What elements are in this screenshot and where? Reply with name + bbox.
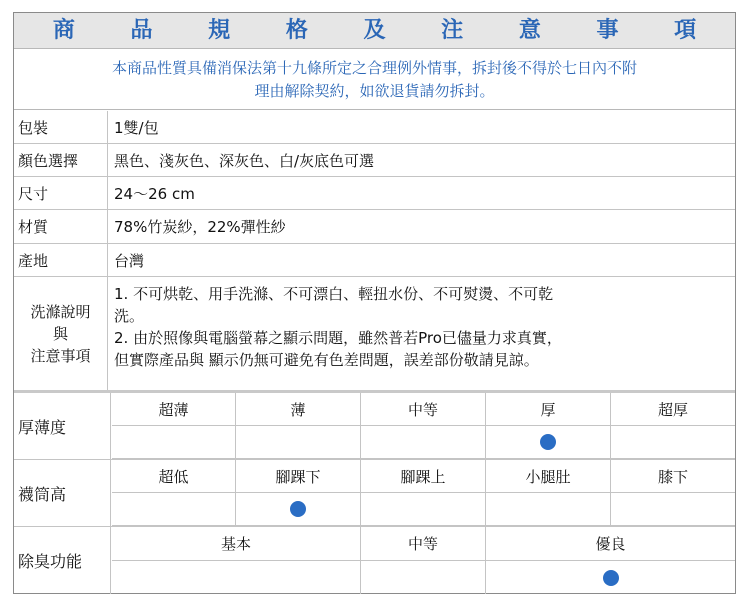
return-notice — [14, 50, 735, 110]
deodorize-mark-cell — [112, 561, 361, 594]
thickness-option: 超厚 — [611, 393, 735, 426]
deodorize-mark-cell — [486, 561, 735, 594]
wash-label-line: 注意事項 — [30, 346, 91, 365]
sock-height-option: 腳踝下 — [236, 460, 361, 493]
sock-height-mark-cell — [236, 493, 361, 526]
thickness-option: 薄 — [236, 393, 361, 426]
sock-height-label: 襪筒高 — [14, 460, 111, 526]
selected-dot-icon — [540, 434, 556, 450]
spec-row-wash — [14, 277, 735, 390]
spec-row-material — [14, 210, 735, 244]
sock-height-option: 小腿肚 — [486, 460, 611, 493]
deodorize-section — [14, 527, 735, 594]
spec-label: 顏色選擇 — [14, 144, 108, 176]
wash-line: 2. 由於照像與電腦螢幕之顯示問題，雖然普若Pro已儘量力求真實， — [114, 329, 562, 347]
notice-line-2: 理由解除契約，如欲退貨請勿拆封。 — [254, 82, 495, 100]
sock-height-mark-cell — [112, 493, 236, 526]
sock-height-option: 膝下 — [611, 460, 735, 493]
sock-height-option: 超低 — [112, 460, 236, 493]
spec-row-size — [14, 177, 735, 210]
spec-value: 1雙/包 — [114, 118, 159, 137]
wash-line: 但實際產品與 顯示仍無可避免有色差問題，誤差部份敬請見諒。 — [114, 351, 539, 369]
spec-row-packaging — [14, 111, 735, 144]
sock-height-option: 腳踝上 — [361, 460, 486, 493]
thickness-section — [14, 393, 735, 459]
thickness-mark-cell — [486, 426, 611, 459]
selected-dot-icon — [290, 501, 306, 517]
wash-line: 洗。 — [114, 307, 145, 325]
thickness-option: 超薄 — [112, 393, 236, 426]
notice-line-1: 本商品性質具備消保法第十九條所定之合理例外情事，拆封後不得於七日內不附 — [111, 59, 637, 77]
spec-label: 材質 — [14, 210, 108, 243]
deodorize-label: 除臭功能 — [14, 527, 111, 594]
thickness-mark-cell — [361, 426, 486, 459]
title-bar — [14, 13, 735, 49]
wash-text — [114, 277, 729, 390]
thickness-label: 厚薄度 — [14, 393, 111, 459]
thickness-mark-cell — [611, 426, 735, 459]
spec-row-origin — [14, 244, 735, 277]
deodorize-option: 基本 — [112, 527, 361, 561]
spec-label: 包裝 — [14, 111, 108, 143]
wash-line: 1. 不可烘乾、用手洗滌、不可漂白、輕扭水份、不可熨燙、不可乾 — [114, 285, 554, 303]
sock-height-section — [14, 460, 735, 526]
sock-height-mark-cell — [611, 493, 735, 526]
sock-height-mark-cell — [361, 493, 486, 526]
thickness-option: 厚 — [486, 393, 611, 426]
wash-label-line: 與 — [52, 324, 68, 343]
thickness-mark-cell — [112, 426, 236, 459]
selected-dot-icon — [603, 570, 619, 586]
sock-height-mark-cell — [486, 493, 611, 526]
page-title: 商 品 規 格 及 注 意 事 項 — [52, 18, 721, 43]
wash-label — [14, 277, 108, 390]
spec-row-colors — [14, 144, 735, 177]
spec-value: 78%竹炭紗，22%彈性紗 — [114, 218, 286, 236]
spec-sheet — [13, 12, 736, 594]
spec-value: 黑色、淺灰色、深灰色、白/灰底色可選 — [114, 151, 375, 170]
deodorize-option: 中等 — [361, 527, 486, 561]
deodorize-mark-cell — [361, 561, 486, 594]
spec-label: 尺寸 — [14, 177, 108, 209]
deodorize-option: 優良 — [486, 527, 735, 561]
spec-value: 24～26 cm — [114, 184, 195, 203]
spec-value: 台灣 — [114, 251, 145, 270]
spec-label: 產地 — [14, 244, 108, 276]
thickness-option: 中等 — [361, 393, 486, 426]
thickness-mark-cell — [236, 426, 361, 459]
wash-label-line: 洗滌說明 — [30, 302, 91, 321]
